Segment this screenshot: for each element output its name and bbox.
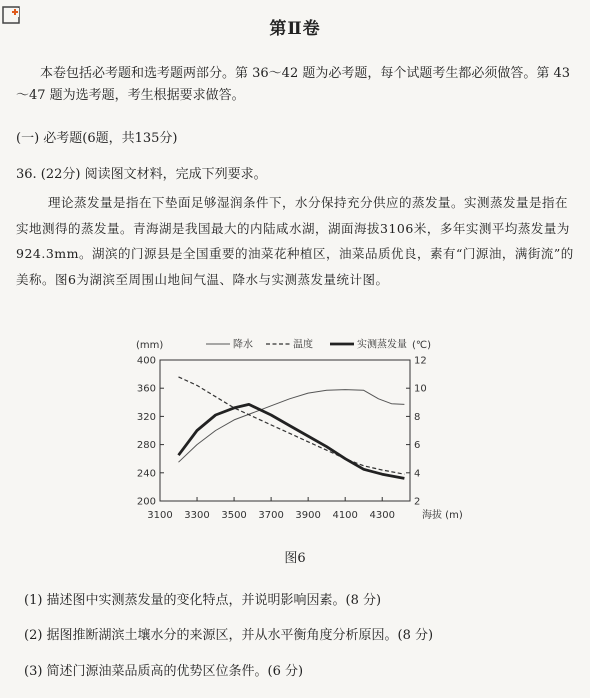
x-tick-label: 3100 bbox=[147, 510, 173, 521]
question-header: 36. (22分) 阅读图文材料，完成下列要求。 bbox=[16, 167, 267, 182]
intro-paragraph: 本卷包括必考题和选考题两部分。第 36～42 题为必考题，每个试题考生都必须做答。第 43～47 题为选考题，考生根据要求做答。 bbox=[16, 66, 571, 103]
left-tick-label: 400 bbox=[136, 355, 156, 367]
right-tick-label: 10 bbox=[414, 383, 427, 395]
right-tick-label: 8 bbox=[414, 411, 421, 423]
x-tick-label: 3300 bbox=[184, 510, 210, 521]
left-tick-label: 240 bbox=[136, 468, 156, 480]
right-tick-label: 4 bbox=[414, 468, 421, 480]
x-tick-label: 3700 bbox=[258, 510, 284, 521]
right-tick-label: 2 bbox=[414, 496, 421, 508]
legend-label-1: 温度 bbox=[293, 339, 313, 351]
right-tick-label: 6 bbox=[414, 440, 421, 452]
sub-question-2: (2) 据图推断湖滨土壤水分的来源区，并从水平衡角度分析原因。(8 分) bbox=[24, 628, 434, 643]
figure-6-chart bbox=[134, 326, 463, 526]
x-tick-label: 4300 bbox=[369, 510, 395, 521]
legend-label-2: 实测蒸发量 bbox=[357, 339, 407, 351]
series-line-2 bbox=[179, 404, 405, 478]
legend-label-0: 降水 bbox=[233, 339, 253, 351]
chart-legend bbox=[206, 338, 407, 351]
left-tick-label: 280 bbox=[136, 440, 156, 452]
figure-caption: 图6 bbox=[284, 551, 306, 566]
chart-lines bbox=[179, 377, 405, 479]
x-tick-label: 3500 bbox=[221, 510, 247, 521]
sub-question-1: (1) 描述图中实测蒸发量的变化特点，并说明影响因素。(8 分) bbox=[24, 593, 382, 608]
section-heading: (一) 必考题(6题，共135分) bbox=[16, 131, 178, 146]
left-tick-label: 320 bbox=[136, 411, 156, 423]
left-tick-label: 200 bbox=[136, 496, 156, 508]
page-title: 第Ⅱ卷 bbox=[269, 19, 321, 39]
left-axis-unit: (mm) bbox=[136, 340, 164, 351]
right-axis-unit: (℃) bbox=[412, 340, 432, 351]
material-paragraph: 理论蒸发量是指在下垫面足够湿润条件下，水分保持充分供应的蒸发量。实测蒸发量是指在实地测得的蒸发量。青海湖是我国最大的内陆咸水湖，湖面海拔3106米，多年实测平均蒸发量为924.3mm。湖滨的门源县是全国重要的油菜花种植区，油菜品质优良，素有“门源油，满街流”的美称。图6为湖滨至周围山地间气温、降水与实测蒸发量统计图。 bbox=[16, 195, 574, 287]
x-tick-label: 3900 bbox=[295, 510, 321, 521]
left-tick-label: 360 bbox=[136, 383, 156, 395]
right-tick-label: 12 bbox=[414, 355, 427, 367]
sub-question-3: (3) 简述门源油菜品质高的优势区位条件。(6 分) bbox=[24, 664, 304, 679]
x-tick-label: 4100 bbox=[332, 510, 358, 521]
x-axis-label: 海拔 (m) bbox=[422, 510, 463, 521]
